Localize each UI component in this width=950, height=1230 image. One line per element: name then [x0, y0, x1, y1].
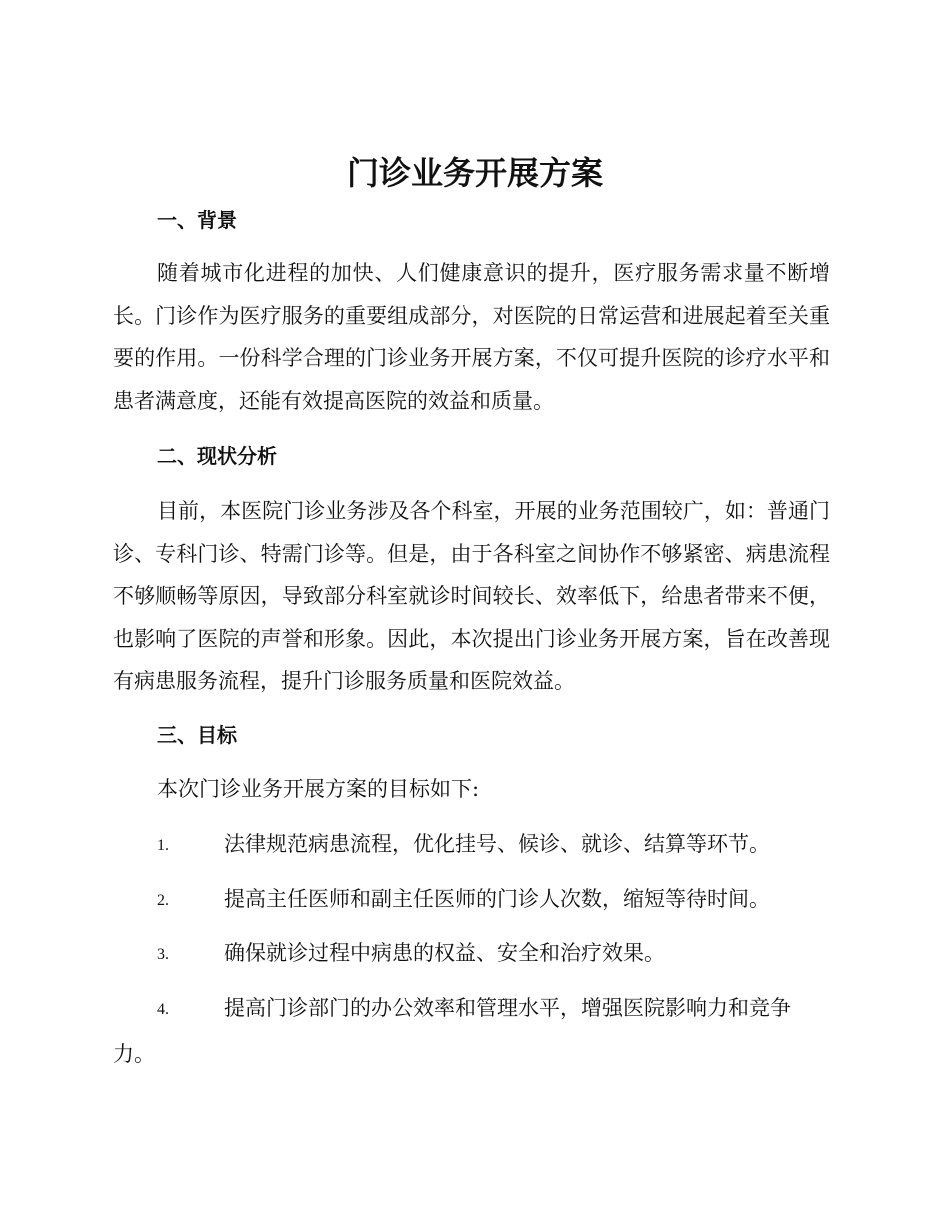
list-item-text-continuation: 力。 [113, 1042, 155, 1066]
list-item-number: 3. [157, 946, 169, 963]
section-heading-goals: 三、目标 [157, 723, 237, 747]
section-paragraph-background: 随着城市化进程的加快、人们健康意识的提升，医疗服务需求量不断增长。门诊作为医疗服务的重要组成部分，对医院的日常运营和进展起着至关重要的作用。一份科学合理的门诊业务开展方案，不仅可提升医院的诊疗水平和患者满意度，还能有效提高医院的效益和质量。 [113, 261, 830, 413]
section-heading-background: 一、背景 [157, 208, 237, 232]
document-title: 门诊业务开展方案 [346, 154, 603, 192]
list-item-number: 4. [157, 1001, 169, 1018]
list-item-text: 提高门诊部门的办公效率和管理水平，增强医院影响力和竞争 [224, 996, 791, 1020]
list-item-text: 提高主任医师和副主任医师的门诊人次数，缩短等待时间。 [224, 887, 770, 911]
section-heading-status-analysis: 二、现状分析 [157, 444, 277, 468]
section-paragraph-status-analysis: 目前，本医院门诊业务涉及各个科室，开展的业务范围较广，如：普通门诊、专科门诊、特需门诊等。但是，由于各科室之间协作不够紧密、病患流程不够顺畅等原因，导致部分科室就诊时间较长、效率低下，给患者带来不便，也影响了医院的声誉和形象。因此，本次提出门诊业务开展方案，旨在改善现有病患服务流程，提升门诊服务质量和医院效益。 [113, 499, 830, 693]
list-item-number: 1. [157, 837, 169, 854]
list-item-text: 确保就诊过程中病患的权益、安全和治疗效果。 [224, 941, 665, 965]
list-item-number: 2. [157, 892, 169, 909]
goals-intro: 本次门诊业务开展方案的目标如下: [157, 777, 480, 801]
list-item-text: 法律规范病患流程，优化挂号、候诊、就诊、结算等环节。 [224, 832, 770, 856]
